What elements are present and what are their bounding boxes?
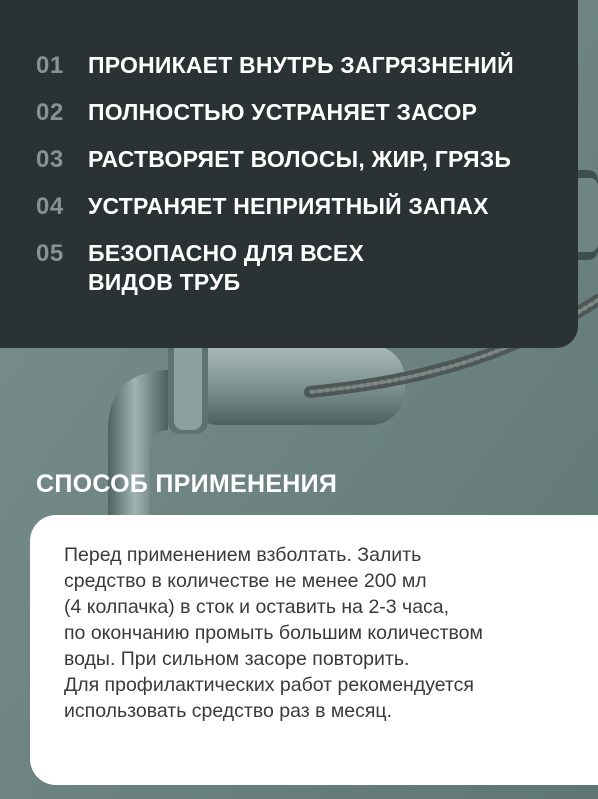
feature-number: 02: [36, 99, 64, 126]
features-panel: [0, 0, 578, 348]
usage-instructions: Перед применением взболтать. Залить средство в количестве не менее 200 мл (4 колпачка) в сток и оставить на 2-3 часа, по окончанию промыть большим количеством воды. При сильном засоре повторить. Для профилактических работ рекомендуется использовать средство раз в месяц.: [64, 544, 483, 722]
feature-text: ПРОНИКАЕТ ВНУТРЬ ЗАГРЯЗНЕНИЙ: [88, 52, 514, 78]
usage-title: СПОСОБ ПРИМЕНЕНИЯ: [36, 470, 338, 498]
feature-number: 01: [36, 52, 64, 79]
feature-item-3: [36, 137, 578, 184]
feature-text: УСТРАНЯЕТ НЕПРИЯТНЫЙ ЗАПАХ: [88, 193, 489, 219]
feature-number: 04: [36, 193, 64, 220]
feature-number: 03: [36, 146, 64, 173]
feature-item-5: [36, 231, 578, 295]
feature-number: 05: [36, 240, 64, 267]
feature-text: РАСТВОРЯЕТ ВОЛОСЫ, ЖИР, ГРЯЗЬ: [88, 146, 512, 172]
feature-item-4: [36, 184, 578, 231]
feature-text: БЕЗОПАСНО ДЛЯ ВСЕХ ВИДОВ ТРУБ: [88, 240, 365, 295]
feature-text: ПОЛНОСТЬЮ УСТРАНЯЕТ ЗАСОР: [88, 99, 478, 125]
feature-item-2: [36, 90, 578, 137]
feature-item-1: [36, 43, 578, 90]
usage-card: [30, 515, 598, 785]
